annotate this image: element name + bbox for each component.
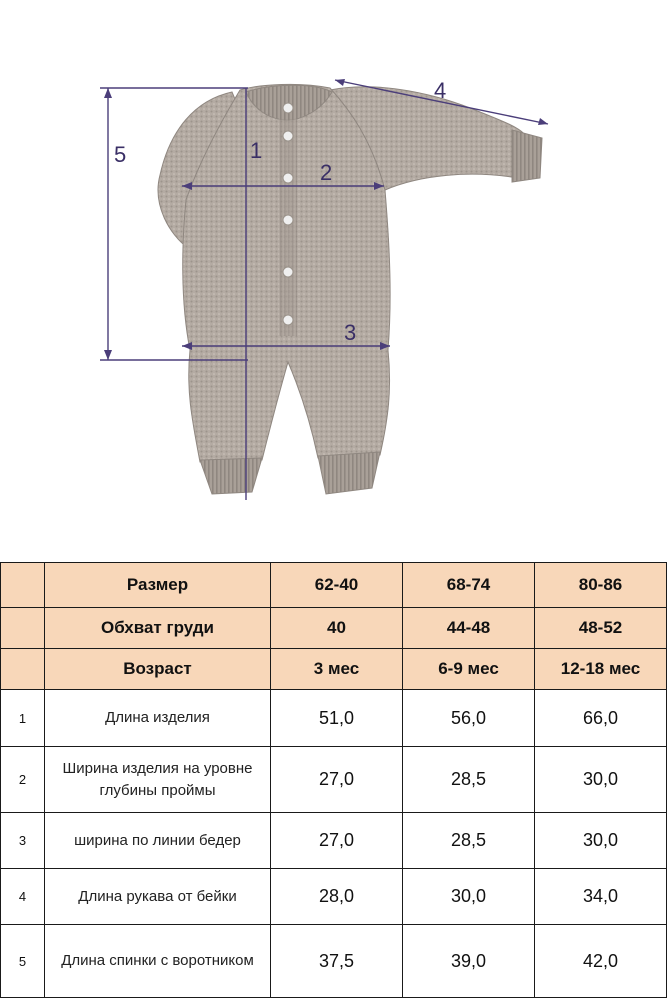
header-number-cell (1, 563, 45, 608)
header-row-age (1, 649, 667, 690)
header-label: Возраст (45, 649, 271, 690)
measure-label-2: 2 (320, 160, 333, 185)
row-label: Длина изделия (45, 690, 271, 747)
row-value: 28,5 (403, 747, 535, 813)
row-value: 27,0 (271, 813, 403, 869)
size-chart-table (0, 562, 667, 998)
row-number: 4 (1, 869, 45, 925)
table-row (1, 813, 667, 869)
right-sleeve-cuff (512, 130, 542, 182)
row-number: 1 (1, 690, 45, 747)
header-value: 44-48 (403, 608, 535, 649)
table-row (1, 869, 667, 925)
header-value: 68-74 (403, 563, 535, 608)
table-row (1, 690, 667, 747)
row-number: 5 (1, 925, 45, 998)
right-leg-cuff (318, 452, 380, 494)
row-number: 2 (1, 747, 45, 813)
row-value: 28,5 (403, 813, 535, 869)
row-label: Длина спинки с воротником (45, 925, 271, 998)
table-row (1, 747, 667, 813)
row-value: 27,0 (271, 747, 403, 813)
header-value: 80-86 (535, 563, 667, 608)
row-value: 51,0 (271, 690, 403, 747)
row-value: 30,0 (403, 869, 535, 925)
measure-label-4: 4 (434, 78, 447, 103)
measure-label-5: 5 (114, 142, 127, 167)
left-leg-cuff (200, 458, 262, 494)
row-value: 56,0 (403, 690, 535, 747)
row-value: 37,5 (271, 925, 403, 998)
header-value: 3 мес (271, 649, 403, 690)
header-value: 40 (271, 608, 403, 649)
header-value: 48-52 (535, 608, 667, 649)
row-label: ширина по линии бедер (45, 813, 271, 869)
measure-label-1: 1 (250, 138, 263, 163)
button-placket (279, 118, 297, 336)
header-number-cell (1, 608, 45, 649)
row-value: 28,0 (271, 869, 403, 925)
header-row-size (1, 563, 667, 608)
row-value: 66,0 (535, 690, 667, 747)
measure-label-3: 3 (344, 320, 357, 345)
row-value: 39,0 (403, 925, 535, 998)
header-row-chest (1, 608, 667, 649)
header-number-cell (1, 649, 45, 690)
row-value: 30,0 (535, 813, 667, 869)
header-label: Размер (45, 563, 271, 608)
row-label: Длина рукава от бейки (45, 869, 271, 925)
row-number: 3 (1, 813, 45, 869)
header-value: 6-9 мес (403, 649, 535, 690)
row-value: 34,0 (535, 869, 667, 925)
row-value: 30,0 (535, 747, 667, 813)
header-value: 12-18 мес (535, 649, 667, 690)
row-label: Ширина изделия на уровне глубины проймы (45, 747, 271, 813)
table-row (1, 925, 667, 998)
row-value: 42,0 (535, 925, 667, 998)
header-label: Обхват груди (45, 608, 271, 649)
header-value: 62-40 (271, 563, 403, 608)
